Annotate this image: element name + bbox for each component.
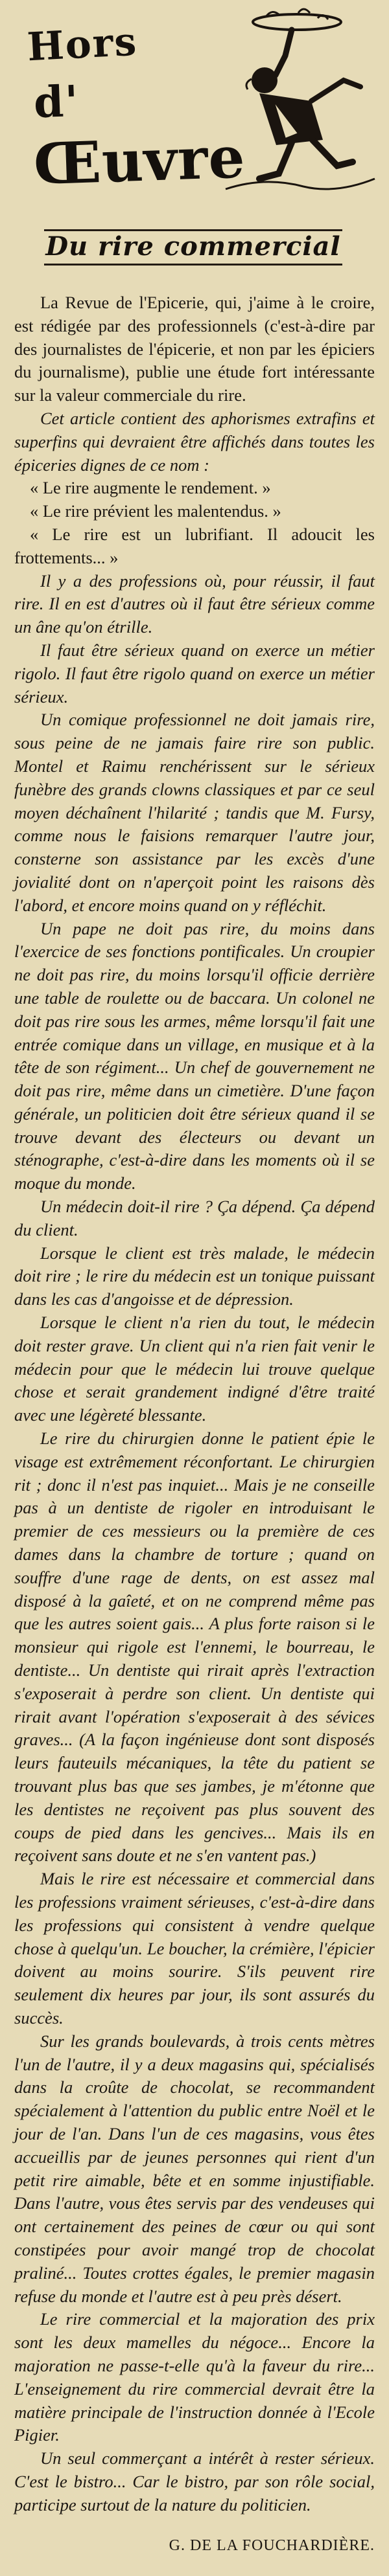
quote: « Le rire augmente le rendement. »: [30, 478, 271, 498]
masthead-line-1: Hors: [26, 19, 139, 71]
masthead-line-3: Œuvre: [32, 123, 247, 198]
paragraph: Il y a des professions où, pour réussir, il faut rire. Il en est d'autres où il faut être sérieux comme un âne qu'on étrille.: [14, 571, 375, 637]
masthead: [0, 0, 389, 214]
paragraph: La Revue de l'Epicerie, qui, j'aime à le croire, est rédigée par des professionnels (c'est-à-dire par des journalistes de l'épicerie, et non par les épiciers du journalisme), publie une étude fort intéressante sur la valeur commerciale du rire.: [14, 293, 375, 405]
paragraph: Lorsque le client est très malade, le médecin doit rire ; le rire du médecin est un tonique puissant dans les cas d'angoisse et de dépression.: [14, 1243, 375, 1309]
paragraph: Sur les grands boulevards, à trois cents mètres l'un de l'autre, il y a deux magasins qui, spécialisés dans la croûte de chocolat, se recommandent spécialement à l'attention du public entre Noël et le jour de l'an. Dans l'un de ces magasins, vous êtes accueillis par de jeunes personnes qui rient d'un petit rire aimable, bête et en somme injustifiable. Dans l'autre, vous êtes servis par des vendeuses qui ont certainement des peines de cœur ou qui sont constipées pour avoir mangé trop de chocolat praliné... Toutes crottes égales, le premier magasin refuse du monde et l'autre est à peu près désert.: [14, 2031, 375, 2306]
paragraph: Lorsque le client n'a rien du tout, le médecin doit rester grave. Un client qui n'a rien fait venir le médecin pour que le médecin lui trouve quelque chose et serait grandement indigné d'être traité avec une légèreté blessante.: [14, 1313, 375, 1425]
author-signature: G. DE LA FOUCHARDIÈRE.: [169, 2537, 375, 2554]
paragraph: Mais le rire est nécessaire et commercial dans les professions vraiment sérieuses, c'est-à-dire dans les professions qui consistent à vendre quelque chose à quelqu'un. Le boucher, la crémière, l'épicier doivent au moins sourire. S'ils peuvent rire seulement dix heures par jour, ils sont assurés du succès.: [14, 1869, 375, 2028]
waiter-with-tray-icon: [214, 4, 383, 192]
quote: « Le rire prévient les malentendus. »: [30, 501, 281, 521]
paragraph: Un pape ne doit pas rire, du moins dans l'exercice de ses fonctions pontificales. Un croupier ne doit pas rire, du moins lorsqu'il officie derrière une table de roulette ou de baccara. Un colonel ne doit pas rire sous les armes, même lorsqu'il fait une entrée comique dans un village, en musique et à la tête de son régiment... Un chef de gouvernement ne doit pas rire, même dans un cimetière. D'une façon générale, un politicien doit être sérieux quand il se trouve devant des électeurs ou devant un sténographe, c'est-à-dire dans les moments où il se moque du monde.: [14, 918, 375, 1193]
paragraph: Un seul commerçant a intérêt à rester sérieux. C'est le bistro... Car le bistro, par son rôle social, participe surtout de la nature du politicien.: [14, 2448, 375, 2514]
article-title: Du rire commercial: [45, 231, 341, 262]
paragraph: Le rire commercial et la majoration des prix sont les deux mamelles du négoce... Encore la majoration ne passe-t-elle qu'à la faveur du rire... L'enseignement du rire commercial devrait être la matière principale de l'instruction donnée à l'Ecole Pigier.: [14, 2309, 375, 2445]
article-body: [14, 291, 375, 2517]
paragraph: Le rire du chirurgien donne le patient épie le visage est extrêmement réconfortant. Le chirurgien rit ; donc il n'est pas inquiet... Mais je ne conseille pas à un dentiste de rigoler en introduisant le premier de ces messieurs ou la première de ces dames dans la chambre de torture ; quand on souffre d'une rage de dents, on est assez mal disposé à la gaîeté, et on ne comprend même pas que les autres soient gais... A plus forte raison si le monsieur qui rigole est l'ennemi, le bourreau, le dentiste... Un dentiste qui rirait après l'extraction s'exposerait à perdre son client. Un dentiste qui rirait avant l'opération s'exposerait à des sévices graves... (A la façon ingénieuse dont sont disposés leurs fauteuils mécaniques, la tête du patient se trouvant plus bas que ses jambes, je m'étonne que les dentistes ne reçoivent pas plus souvent des coups de pied dans les gencives... Mais ils en reçoivent sans doute et ne s'en vantent pas.): [14, 1429, 375, 1866]
paragraph: Un comique professionnel ne doit jamais rire, sous peine de ne jamais faire rire son public. Montel et Raimu renchérissent sur le sérieux funèbre des grands clowns classiques et par ce seul moyen déchaînent l'hilarité ; tandis que M. Fursy, comme nous le faisions remarquer l'autre jour, consterne son assistance par les excès d'une jovialité dont on n'aperçoit point les raisons dès l'abord, et encore moins quand on y réfléchit.: [14, 710, 375, 915]
paragraph: Il faut être sérieux quand on exerce un métier rigolo. Il faut être rigolo quand on exerce un métier sérieux.: [14, 640, 375, 706]
paragraph: Un médecin doit-il rire ? Ça dépend. Ça dépend du client.: [14, 1197, 375, 1239]
quote: « Le rire est un lubrifiant. Il adoucit les frottements... »: [14, 524, 375, 567]
title-banner: [25, 225, 362, 268]
masthead-line-2: d': [32, 75, 80, 128]
paragraph: Cet article contient des aphorismes extrafins et superfins qui devraient être affichés dans toutes les épiceries dignes de ce nom :: [14, 408, 375, 475]
